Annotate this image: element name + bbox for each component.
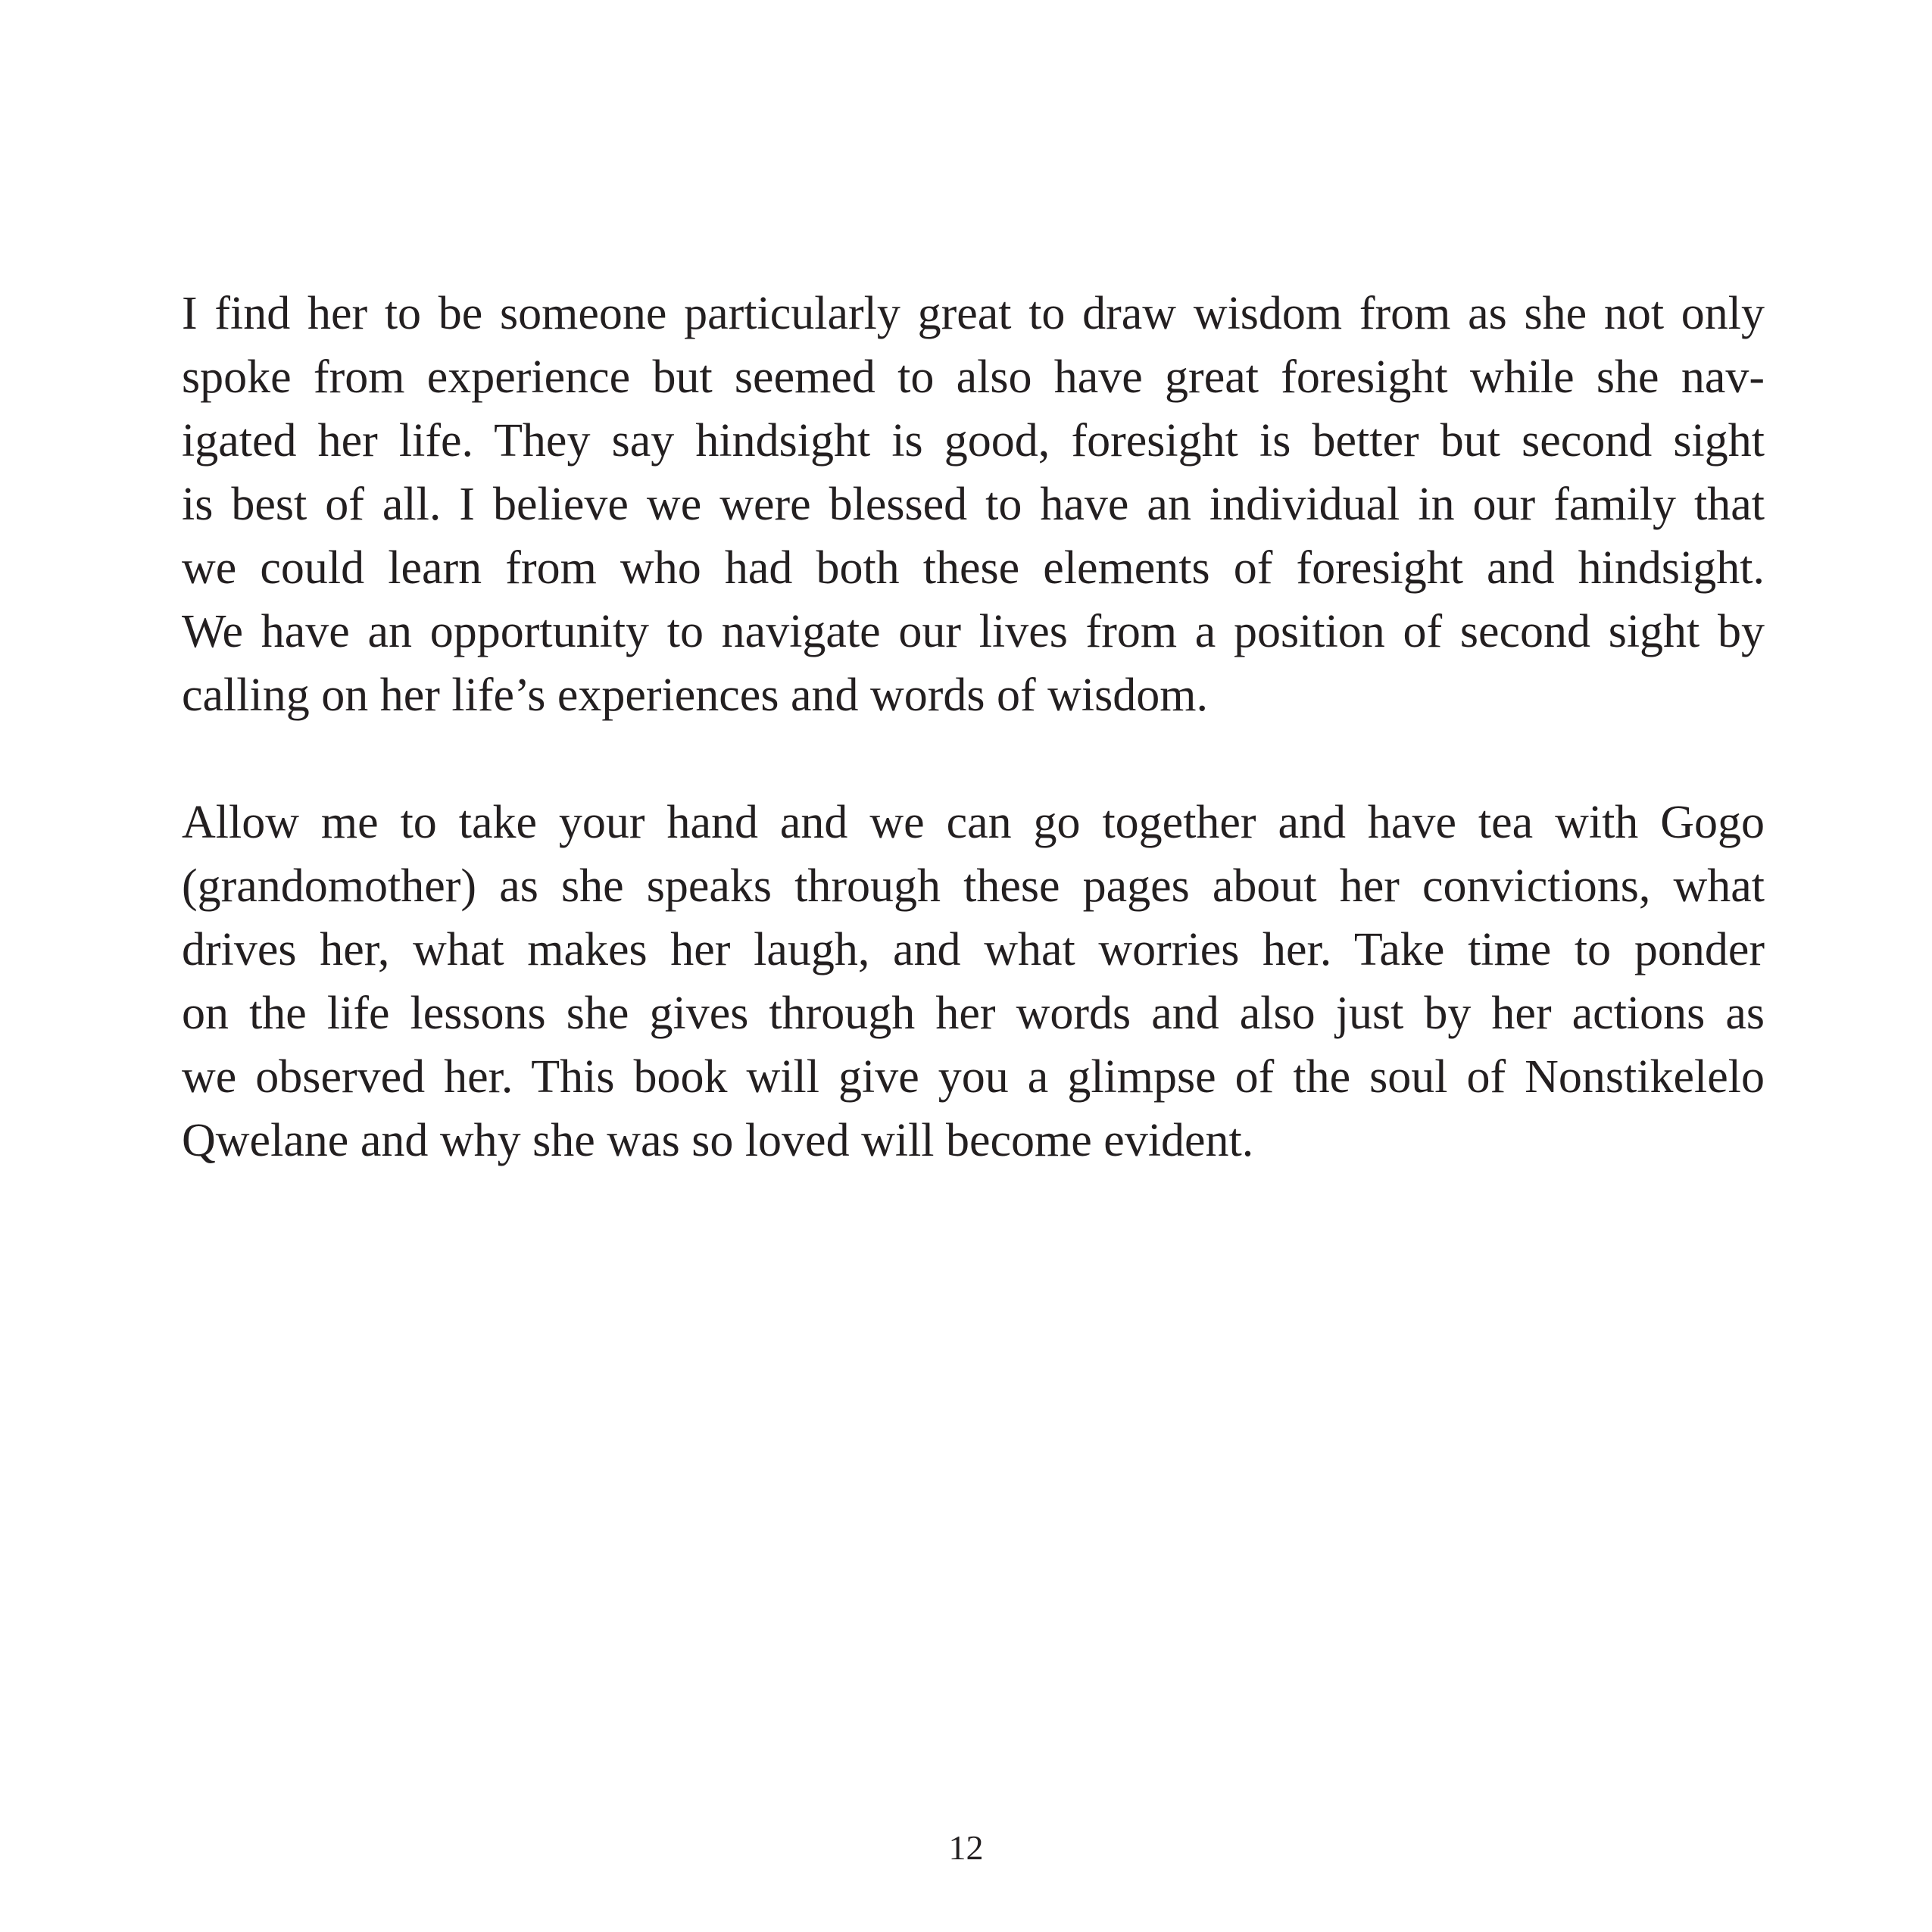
page-number: 12 <box>948 1828 984 1867</box>
text-line: on the life lessons she gives through her words and also just by her actions as <box>182 988 1765 1039</box>
text-line: I find her to be someone particularly great to draw wisdom from as she not only <box>182 288 1765 339</box>
text-line: we observed her. This book will give you a glimpse of the soul of Nonstikelelo <box>182 1051 1765 1103</box>
text-line: (grandomother) as she speaks through these pages about her convictions, what <box>182 860 1765 912</box>
body-text <box>182 282 1765 1172</box>
text-line: is best of all. I believe we were blessed to have an individual in our family that <box>182 479 1765 530</box>
text-line: We have an opportunity to navigate our lives from a position of second sight by <box>182 606 1765 657</box>
text-line: spoke from experience but seemed to also have great foresight while she nav- <box>182 351 1765 403</box>
paragraph-1 <box>182 282 1765 727</box>
text-line: igated her life. They say hindsight is good, foresight is better but second sight <box>182 415 1765 467</box>
text-line: Qwelane and why she was so loved will become evident. <box>182 1115 1254 1166</box>
text-line: we could learn from who had both these elements of foresight and hindsight. <box>182 542 1765 594</box>
text-line: drives her, what makes her laugh, and what worries her. Take time to ponder <box>182 924 1765 975</box>
text-line: calling on her life’s experiences and words of wisdom. <box>182 669 1209 721</box>
paragraph-gap <box>182 727 1765 791</box>
text-line: Allow me to take your hand and we can go together and have tea with Gogo <box>182 797 1765 848</box>
paragraph-2 <box>182 791 1765 1172</box>
